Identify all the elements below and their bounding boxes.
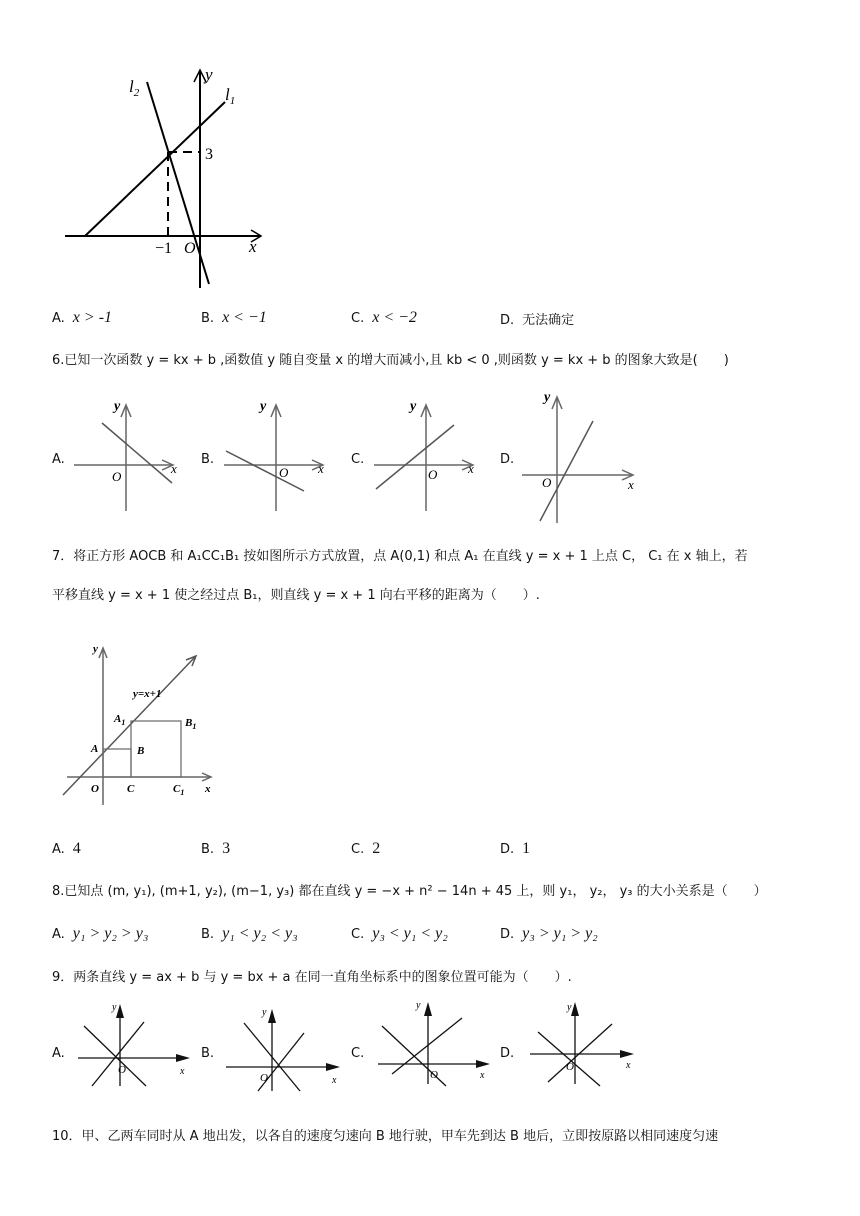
- svg-text:y: y: [410, 399, 417, 414]
- svg-text:y: y: [262, 1007, 267, 1018]
- svg-text:x: x: [480, 1070, 485, 1081]
- svg-text:x: x: [180, 1066, 185, 1077]
- q7-option-b: B. 3: [201, 840, 231, 857]
- q7-option-d: D. 1: [500, 840, 531, 857]
- q9-stem: 9．两条直线 y = ax + b 与 y = bx + a 在同一直角坐标系中的图象位置可能为（ ）.: [52, 970, 572, 985]
- svg-text:O: O: [279, 465, 289, 480]
- svg-text:A1: $A_1$: [114, 713, 126, 727]
- origin-label: O: [184, 240, 196, 257]
- q6-option-b-letter: B.: [201, 452, 215, 467]
- svg-text:x: x: [626, 1060, 631, 1071]
- q6-option-d-letter: D.: [500, 452, 515, 467]
- svg-text:O: O: [428, 467, 438, 482]
- l1-label: $l_1$: [225, 85, 236, 107]
- svg-text:x: x: [628, 477, 634, 492]
- q6-stem: 6.已知一次函数 y = kx + b ,函数值 y 随自变量 x 的增大而减小,且 kb < 0 ,则函数 y = kx + b 的图象大致是( ): [52, 353, 729, 368]
- q7-option-a: A. 4: [52, 840, 81, 857]
- svg-text:y: y: [416, 1000, 421, 1011]
- q9-graph-b: [222, 1005, 347, 1095]
- svg-text:y: y: [114, 399, 121, 414]
- q6-option-c-letter: C.: [351, 452, 365, 467]
- svg-text:O: O: [91, 783, 99, 795]
- q10-stem: 10．甲、乙两车同时从 A 地出发，以各自的速度匀速向 B 地行驶，甲车先到达 B 地后，立即按原路以相同速度匀速: [52, 1129, 719, 1144]
- svg-text:B1: $B_1$: [185, 717, 197, 731]
- q5-option-c: C. x < −2: [351, 309, 417, 326]
- q5-option-a: A. x > -1: [52, 309, 113, 326]
- q7-stem-line1: 7．将正方形 AOCB 和 A₁CC₁B₁ 按如图所示方式放置，点 A(0,1) 和点 A₁ 在直线 y = x + 1 上点 C， C₁ 在 x 轴上，若: [52, 549, 748, 564]
- svg-text:B: B: [137, 745, 145, 757]
- q9-option-a-letter: A.: [52, 1046, 65, 1061]
- q8-option-d: D. y₃ > y₁ > y₂: [500, 925, 598, 942]
- svg-text:y: y: [567, 1002, 572, 1013]
- q9-option-c-letter: C.: [351, 1046, 365, 1061]
- q7-figure: [55, 640, 225, 815]
- svg-text:O: O: [260, 1072, 268, 1084]
- q8-option-a: A. y₁ > y₂ > y₃: [52, 925, 149, 942]
- svg-text:O: O: [430, 1069, 438, 1081]
- q9-option-b-letter: B.: [201, 1046, 215, 1061]
- svg-text:y: y: [93, 643, 98, 655]
- svg-text:x: x: [205, 783, 211, 795]
- svg-text:x: x: [332, 1075, 337, 1086]
- q9-graph-d: [520, 998, 645, 1088]
- q5-figure: [55, 60, 275, 300]
- tick-label-3: 3: [205, 146, 213, 163]
- svg-text:x: x: [318, 461, 324, 476]
- q5-option-d: D. 无法确定: [500, 313, 575, 328]
- x-axis-label: x: [249, 237, 257, 256]
- q6-option-a-letter: A.: [52, 452, 65, 467]
- q9-option-d-letter: D.: [500, 1046, 515, 1061]
- svg-text:y: y: [544, 390, 551, 405]
- y-axis-label: y: [205, 65, 213, 84]
- svg-text:y: y: [112, 1002, 117, 1013]
- tick-label-minus-one: −1: [155, 240, 173, 257]
- svg-text:A: A: [91, 743, 99, 755]
- q5-option-b: B. x < −1: [201, 309, 267, 326]
- q8-option-b: B. y₁ < y₂ < y₃: [201, 925, 298, 942]
- q9-graph-a: [72, 1000, 197, 1090]
- q7-option-c: C. 2: [351, 840, 381, 857]
- q6-graph-b: [218, 393, 338, 518]
- svg-text:C: C: [127, 783, 135, 795]
- svg-text:O: O: [566, 1061, 574, 1073]
- svg-text:C1: $C_1$: [173, 783, 185, 797]
- q7-stem-line2: 平移直线 y = x + 1 使之经过点 B₁，则直线 y = x + 1 向右平移的距离为（ ）.: [52, 588, 540, 603]
- q6-graph-c: [368, 393, 488, 518]
- l2-label: $l_2$: [129, 77, 140, 99]
- q9-graph-c: [372, 998, 497, 1088]
- q6-graph-d: [520, 387, 645, 527]
- svg-text:y: y: [260, 399, 267, 414]
- svg-text:O: O: [118, 1064, 126, 1076]
- svg-text:x: x: [468, 461, 474, 476]
- svg-text:x: x: [171, 461, 177, 476]
- svg-text:y=x+1: y=x+1: [133, 688, 162, 700]
- svg-text:O: O: [542, 475, 552, 490]
- q6-graph-a: [68, 393, 188, 518]
- q8-option-c: C. y₃ < y₁ < y₂: [351, 925, 448, 942]
- svg-text:O: O: [112, 469, 122, 484]
- q8-stem: 8.已知点 (m, y₁), (m+1, y₂), (m−1, y₃) 都在直线 y = −x + n² − 14n + 45 上，则 y₁， y₂， y₃ 的大小关系是（ ）: [52, 884, 767, 899]
